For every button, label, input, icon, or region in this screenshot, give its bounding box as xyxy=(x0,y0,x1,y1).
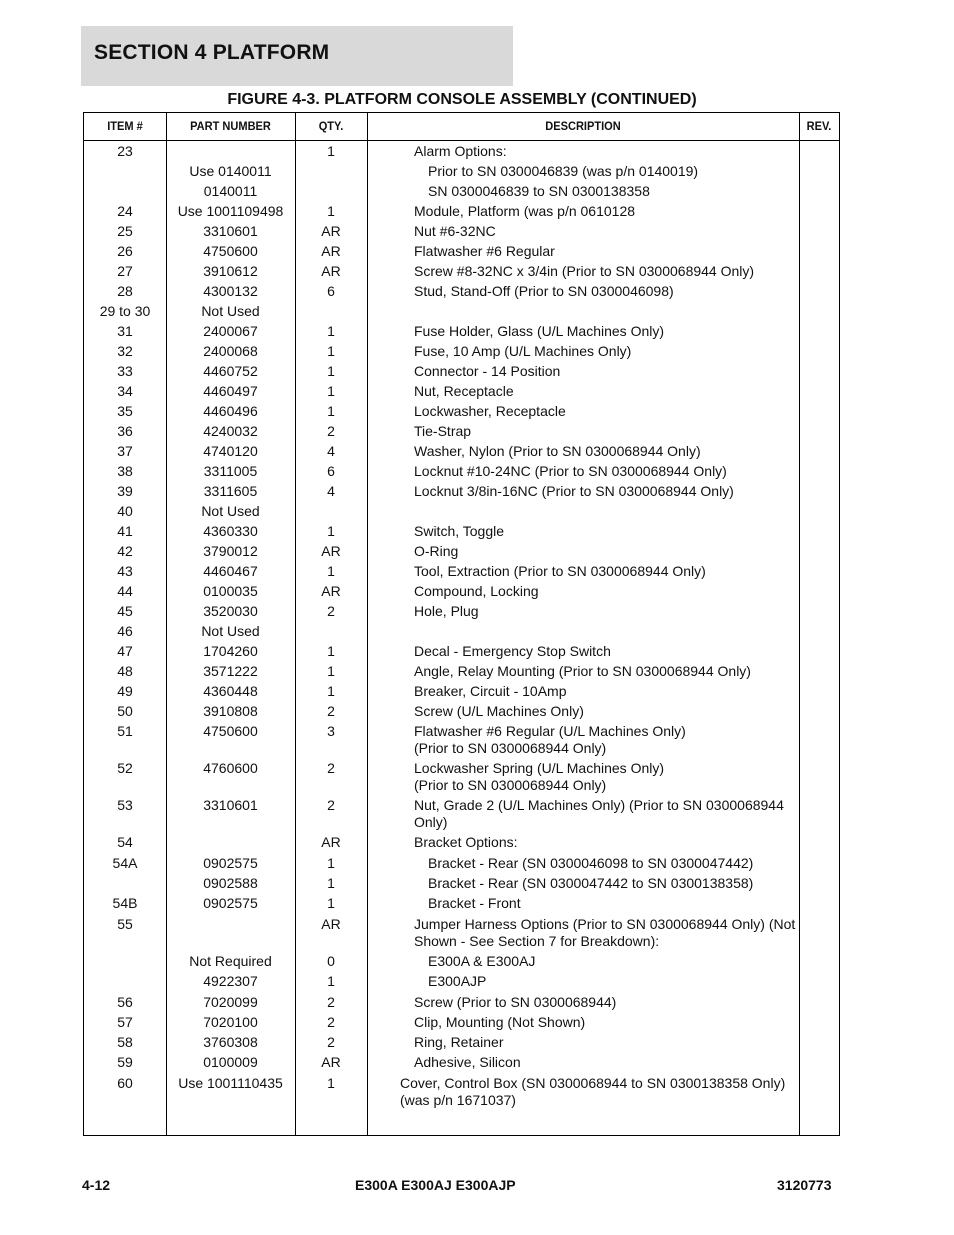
description-line: Decal - Emergency Stop Switch xyxy=(414,643,611,659)
description-cell xyxy=(414,223,804,240)
qty-cell: 1 xyxy=(327,855,335,871)
item-cell: 32 xyxy=(117,343,133,359)
parts-table xyxy=(83,112,840,1136)
description-cell xyxy=(414,243,804,260)
description-line: Bracket - Rear (SN 0300046098 to SN 0300047442) xyxy=(428,855,754,871)
part-number-cell: 7020099 xyxy=(203,994,258,1010)
table-row xyxy=(84,440,839,460)
description-cell xyxy=(414,523,804,540)
part-number-cell: 3790012 xyxy=(203,543,258,559)
qty-cell: 1 xyxy=(327,663,335,679)
item-cell: 35 xyxy=(117,403,133,419)
table-row xyxy=(84,260,839,280)
description-cell xyxy=(428,895,818,912)
item-cell: 54 xyxy=(117,834,133,850)
description-cell xyxy=(414,760,804,794)
part-number-cell: 0100035 xyxy=(203,583,258,599)
description-cell xyxy=(414,723,804,757)
item-cell: 38 xyxy=(117,463,133,479)
part-number-cell: 3311005 xyxy=(203,463,258,479)
description-cell xyxy=(428,953,818,970)
item-cell: 52 xyxy=(117,760,133,776)
description-line: Fuse Holder, Glass (U/L Machines Only) xyxy=(414,323,665,339)
description-line: Tool, Extraction (Prior to SN 0300068944 Only) xyxy=(414,563,706,579)
description-cell xyxy=(414,1054,804,1071)
description-cell xyxy=(414,916,804,950)
document-number: 3120773 xyxy=(777,1177,832,1193)
description-line: Flatwasher #6 Regular xyxy=(414,243,555,259)
table-row xyxy=(84,180,839,200)
table-row xyxy=(84,340,839,360)
part-number-cell: 7020100 xyxy=(203,1014,258,1030)
qty-cell: 1 xyxy=(327,143,335,159)
qty-cell: AR xyxy=(321,223,341,239)
qty-cell: 2 xyxy=(327,703,335,719)
description-cell xyxy=(414,343,804,360)
item-cell: 43 xyxy=(117,563,133,579)
description-line: Jumper Harness Options (Prior to SN 0300068944 Only) (Not xyxy=(414,916,796,932)
part-number-cell: 4922307 xyxy=(203,973,258,989)
table-row xyxy=(84,600,839,620)
description-line: Washer, Nylon (Prior to SN 0300068944 Only) xyxy=(414,443,701,459)
description-line: Tie-Strap xyxy=(414,423,472,439)
description-cell xyxy=(428,875,818,892)
part-number-cell: 0902588 xyxy=(203,875,258,891)
item-cell: 50 xyxy=(117,703,133,719)
table-row xyxy=(84,1072,839,1109)
item-cell: 45 xyxy=(117,603,133,619)
part-number-cell: Not Used xyxy=(201,503,260,519)
qty-cell: 6 xyxy=(327,283,335,299)
qty-cell: 1 xyxy=(327,343,335,359)
table-row xyxy=(84,970,839,991)
description-cell xyxy=(414,797,804,831)
item-cell: 34 xyxy=(117,383,133,399)
header-description: DESCRIPTION xyxy=(545,119,621,133)
item-cell: 48 xyxy=(117,663,133,679)
item-cell: 47 xyxy=(117,643,133,659)
item-cell: 25 xyxy=(117,223,133,239)
description-line: Switch, Toggle xyxy=(414,523,505,539)
description-cell xyxy=(414,994,804,1011)
description-cell xyxy=(414,283,804,300)
qty-cell: 2 xyxy=(327,994,335,1010)
description-line: Cover, Control Box (SN 0300068944 to SN 0300138358 Only) xyxy=(400,1075,786,1091)
description-line: Breaker, Circuit - 10Amp xyxy=(414,683,567,699)
table-row xyxy=(84,520,839,540)
part-number-cell: 4760600 xyxy=(203,760,258,776)
table-row xyxy=(84,300,839,320)
description-line: Alarm Options: xyxy=(414,143,507,159)
section-header-band xyxy=(81,26,513,86)
table-row xyxy=(84,852,839,872)
table-row xyxy=(84,640,839,660)
description-line: (was p/n 1671037) xyxy=(400,1092,516,1108)
description-line: Prior to SN 0300046839 (was p/n 0140019) xyxy=(428,163,699,179)
description-line: Connector - 14 Position xyxy=(414,363,561,379)
description-cell xyxy=(414,543,804,560)
description-line: Nut, Receptacle xyxy=(414,383,514,399)
description-line: Shown - See Section 7 for Breakdown): xyxy=(414,933,660,949)
description-cell xyxy=(414,643,804,660)
qty-cell: AR xyxy=(321,916,341,932)
page-number: 4-12 xyxy=(82,1177,111,1193)
table-row xyxy=(84,660,839,680)
table-row xyxy=(84,420,839,440)
table-row xyxy=(84,913,839,950)
qty-cell: 2 xyxy=(327,423,335,439)
part-number-cell: 3910612 xyxy=(203,263,258,279)
table-row xyxy=(84,380,839,400)
qty-cell: 1 xyxy=(327,683,335,699)
header-qty: QTY. xyxy=(318,119,344,133)
item-cell: 55 xyxy=(117,916,133,932)
part-number-cell: 3571222 xyxy=(203,663,258,679)
qty-cell: AR xyxy=(321,1054,341,1070)
item-cell: 28 xyxy=(117,283,133,299)
part-number-cell: 0100009 xyxy=(203,1054,258,1070)
description-cell xyxy=(414,143,804,160)
description-cell xyxy=(414,443,804,460)
table-row xyxy=(84,540,839,560)
description-line: Angle, Relay Mounting (Prior to SN 0300068944 Only) xyxy=(414,663,751,679)
description-cell xyxy=(414,263,804,280)
part-number-cell: Not Used xyxy=(201,303,260,319)
description-cell xyxy=(414,583,804,600)
description-line: Only) xyxy=(414,814,448,830)
table-row xyxy=(84,160,839,180)
table-row xyxy=(84,280,839,300)
description-line: Screw (U/L Machines Only) xyxy=(414,703,584,719)
part-number-cell: Use 0140011 xyxy=(189,163,272,179)
description-line: Stud, Stand-Off (Prior to SN 0300046098) xyxy=(414,283,674,299)
description-line: (Prior to SN 0300068944 Only) xyxy=(414,740,607,756)
description-cell xyxy=(414,703,804,720)
description-cell xyxy=(428,855,818,872)
table-row xyxy=(84,1031,839,1051)
description-cell xyxy=(414,323,804,340)
description-cell xyxy=(414,483,804,500)
qty-cell: 1 xyxy=(327,383,335,399)
qty-cell: AR xyxy=(321,834,341,850)
qty-cell: 1 xyxy=(327,895,335,911)
table-row xyxy=(84,200,839,220)
table-row xyxy=(84,700,839,720)
item-cell: 33 xyxy=(117,363,133,379)
table-row xyxy=(84,831,839,852)
part-number-cell: 3311605 xyxy=(203,483,258,499)
description-line: Adhesive, Silicon xyxy=(414,1054,521,1070)
part-number-cell: 0902575 xyxy=(203,855,258,871)
qty-cell: 4 xyxy=(327,443,335,459)
table-row xyxy=(84,757,839,794)
description-cell xyxy=(414,603,804,620)
part-number-cell: 4460752 xyxy=(203,363,258,379)
description-cell xyxy=(414,663,804,680)
qty-cell: 1 xyxy=(327,973,335,989)
table-row xyxy=(84,560,839,580)
description-line: Bracket - Rear (SN 0300047442 to SN 0300138358) xyxy=(428,875,754,891)
part-number-cell: 4460467 xyxy=(203,563,258,579)
description-line: O-Ring xyxy=(414,543,459,559)
part-number-cell: 2400067 xyxy=(203,323,258,339)
table-row xyxy=(84,480,839,500)
item-cell: 29 to 30 xyxy=(99,303,151,319)
part-number-cell: 0902575 xyxy=(203,895,258,911)
description-cell xyxy=(400,1075,790,1109)
description-cell xyxy=(414,203,804,220)
table-row xyxy=(84,680,839,700)
description-cell xyxy=(414,1034,804,1051)
description-line: Screw #8-32NC x 3/4in (Prior to SN 0300068944 Only) xyxy=(414,263,755,279)
item-cell: 42 xyxy=(117,543,133,559)
item-cell: 53 xyxy=(117,797,133,813)
description-line: Nut, Grade 2 (U/L Machines Only) (Prior to SN 0300068944 xyxy=(414,797,784,813)
part-number-cell: 3310601 xyxy=(203,797,258,813)
description-line: Module, Platform (was p/n 0610128 xyxy=(414,203,636,219)
table-row xyxy=(84,320,839,340)
table-row xyxy=(84,220,839,240)
item-cell: 54A xyxy=(112,855,138,871)
table-row xyxy=(84,460,839,480)
qty-cell: 2 xyxy=(327,1014,335,1030)
qty-cell: 6 xyxy=(327,463,335,479)
item-cell: 27 xyxy=(117,263,133,279)
qty-cell: 3 xyxy=(327,723,335,739)
part-number-cell: 3760308 xyxy=(203,1034,258,1050)
item-cell: 36 xyxy=(117,423,133,439)
description-cell xyxy=(414,383,804,400)
table-row xyxy=(84,500,839,520)
part-number-cell: Not Required xyxy=(189,953,272,969)
part-number-cell: 4740120 xyxy=(203,443,258,459)
part-number-cell: 4240032 xyxy=(203,423,258,439)
qty-cell: 4 xyxy=(327,483,335,499)
item-cell: 44 xyxy=(117,583,133,599)
part-number-cell: 3910808 xyxy=(203,703,258,719)
table-row xyxy=(84,991,839,1011)
table-row xyxy=(84,892,839,913)
description-cell xyxy=(428,183,818,200)
description-line: Compound, Locking xyxy=(414,583,539,599)
qty-cell: AR xyxy=(321,583,341,599)
item-cell: 54B xyxy=(112,895,138,911)
qty-cell: 1 xyxy=(327,875,335,891)
part-number-cell: Use 1001110435 xyxy=(178,1075,283,1091)
description-line: Locknut 3/8in-16NC (Prior to SN 0300068944 Only) xyxy=(414,483,734,499)
description-cell xyxy=(414,563,804,580)
description-cell xyxy=(414,1014,804,1031)
qty-cell: 1 xyxy=(327,403,335,419)
description-line: Nut #6-32NC xyxy=(414,223,496,239)
item-cell: 37 xyxy=(117,443,133,459)
description-cell xyxy=(428,163,818,180)
description-line: Ring, Retainer xyxy=(414,1034,504,1050)
description-line: Lockwasher Spring (U/L Machines Only) xyxy=(414,760,665,776)
header-item: ITEM # xyxy=(107,119,143,133)
table-row xyxy=(84,580,839,600)
part-number-cell: 3310601 xyxy=(203,223,258,239)
qty-cell: 1 xyxy=(327,523,335,539)
table-row xyxy=(84,140,839,160)
item-cell: 56 xyxy=(117,994,133,1010)
description-line: E300AJP xyxy=(428,973,487,989)
part-number-cell: 4750600 xyxy=(203,723,258,739)
part-number-cell: 4360448 xyxy=(203,683,258,699)
item-cell: 31 xyxy=(117,323,133,339)
description-line: SN 0300046839 to SN 0300138358 xyxy=(428,183,650,199)
part-number-cell: 3520030 xyxy=(203,603,258,619)
description-line: Lockwasher, Receptacle xyxy=(414,403,566,419)
table-row xyxy=(84,794,839,831)
table-row xyxy=(84,720,839,757)
qty-cell: AR xyxy=(321,243,341,259)
qty-cell: 2 xyxy=(327,760,335,776)
table-row xyxy=(84,1011,839,1031)
qty-cell: 1 xyxy=(327,363,335,379)
model-names: E300A E300AJ E300AJP xyxy=(355,1177,516,1193)
table-row xyxy=(84,240,839,260)
qty-cell: 1 xyxy=(327,643,335,659)
description-line: E300A & E300AJ xyxy=(428,953,536,969)
description-line: (Prior to SN 0300068944 Only) xyxy=(414,777,607,793)
table-row xyxy=(84,950,839,970)
description-line: Hole, Plug xyxy=(414,603,479,619)
item-cell: 59 xyxy=(117,1054,133,1070)
part-number-cell: 0140011 xyxy=(203,183,258,199)
item-cell: 23 xyxy=(117,143,133,159)
description-cell xyxy=(414,463,804,480)
part-number-cell: Not Used xyxy=(201,623,260,639)
qty-cell: 1 xyxy=(327,563,335,579)
part-number-cell: 2400068 xyxy=(203,343,258,359)
figure-title: FIGURE 4-3. PLATFORM CONSOLE ASSEMBLY (CONTINUED) xyxy=(227,91,697,108)
description-line: Locknut #10-24NC (Prior to SN 0300068944 Only) xyxy=(414,463,727,479)
header-part-number: PART NUMBER xyxy=(190,119,271,133)
qty-cell: 1 xyxy=(327,203,335,219)
item-cell: 26 xyxy=(117,243,133,259)
part-number-cell: 4460497 xyxy=(203,383,258,399)
part-number-cell: 4360330 xyxy=(203,523,258,539)
description-cell xyxy=(428,973,818,990)
description-line: Bracket - Front xyxy=(428,895,521,911)
description-cell xyxy=(414,403,804,420)
qty-cell: 2 xyxy=(327,797,335,813)
qty-cell: AR xyxy=(321,543,341,559)
qty-cell: 1 xyxy=(327,323,335,339)
item-cell: 57 xyxy=(117,1014,133,1030)
description-line: Flatwasher #6 Regular (U/L Machines Only) xyxy=(414,723,686,739)
table-row xyxy=(84,872,839,892)
header-rev: REV. xyxy=(806,119,832,133)
part-number-cell: Use 1001109498 xyxy=(177,203,284,219)
item-cell: 41 xyxy=(117,523,133,539)
part-number-cell: 4460496 xyxy=(203,403,258,419)
item-cell: 51 xyxy=(117,723,133,739)
table-row xyxy=(84,400,839,420)
qty-cell: 0 xyxy=(327,953,335,969)
part-number-cell: 4750600 xyxy=(203,243,258,259)
item-cell: 60 xyxy=(117,1075,133,1091)
item-cell: 39 xyxy=(117,483,133,499)
description-line: Clip, Mounting (Not Shown) xyxy=(414,1014,586,1030)
description-cell xyxy=(414,834,804,851)
description-cell xyxy=(414,363,804,380)
part-number-cell: 4300132 xyxy=(203,283,258,299)
item-cell: 24 xyxy=(117,203,133,219)
item-cell: 40 xyxy=(117,503,133,519)
section-title: SECTION 4 PLATFORM xyxy=(94,41,330,64)
table-row xyxy=(84,360,839,380)
description-line: Bracket Options: xyxy=(414,834,518,850)
table-row xyxy=(84,620,839,640)
qty-cell: 2 xyxy=(327,603,335,619)
item-cell: 49 xyxy=(117,683,133,699)
table-body xyxy=(84,140,839,1109)
qty-cell: AR xyxy=(321,263,341,279)
table-row xyxy=(84,1051,839,1072)
qty-cell: 1 xyxy=(327,1075,335,1091)
item-cell: 46 xyxy=(117,623,133,639)
description-cell xyxy=(414,683,804,700)
item-cell: 58 xyxy=(117,1034,133,1050)
description-cell xyxy=(414,423,804,440)
part-number-cell: 1704260 xyxy=(203,643,258,659)
description-line: Screw (Prior to SN 0300068944) xyxy=(414,994,617,1010)
qty-cell: 2 xyxy=(327,1034,335,1050)
description-line: Fuse, 10 Amp (U/L Machines Only) xyxy=(414,343,632,359)
